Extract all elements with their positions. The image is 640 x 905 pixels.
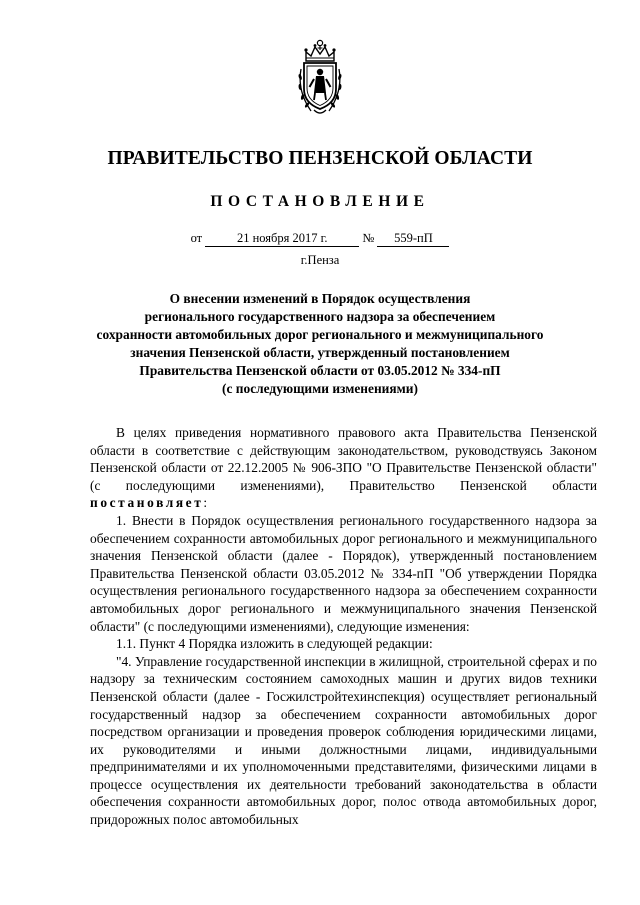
heading-line: сохранности автомобильных дорог регионального и межмуниципального — [96, 327, 544, 342]
organization-title: ПРАВИТЕЛЬСТВО ПЕНЗЕНСКОЙ ОБЛАСТИ — [107, 148, 533, 169]
number-sign: № — [362, 231, 375, 245]
paragraph-1: 1. Внести в Порядок осуществления регионального государственного надзора за обеспечением сохранности автомобильных дорог регионального и межмуниципального значения Пензенской области (далее - Порядок), утвержденный постановлением Правительства Пензенской области 03.05.2012 № 334-пП "Об утверждении Порядка осуществления регионального государственного надзора за обеспечением сохранности автомобильных дорог регионального и межмуниципального значения Пензенской области" (с последующими изменениями), следующие изменения: — [90, 512, 597, 634]
quoted-paragraph-4: "4. Управление государственной инспекции в жилищной, строительной сферах и по надзору за техническим состоянием самоходных машин и других видов техники Пензенской области (далее - Госжилстройтехинспекция) осуществляет региональный государственный надзор за обеспечением сохранности автомобильных дорог посредством организации и проведения проверок соблюдения юридическими лицами, их руководителями и иными должностными лицами, индивидуальными предпринимателями и их уполномоченными представителями, физическими лицами в процессе осуществления их деятельности требований законодательства в области обеспечения сохранности автомобильных дорог, полос отвода автомобильных дорог, придорожных полос автомобильных — [90, 653, 597, 828]
document-body — [90, 424, 597, 829]
heading-line: О внесении изменений в Порядок осуществления — [169, 291, 471, 306]
city-name: г.Пенза — [300, 253, 340, 267]
heading-line: Правительства Пензенской области от 03.05.2012 № 334-пП — [139, 363, 501, 378]
date-prefix: от — [190, 231, 203, 245]
decree-colon: : — [203, 495, 208, 511]
document-number: 559-пП — [377, 231, 449, 247]
heading-line: (с последующими изменениями) — [222, 381, 418, 396]
date-value: 21 ноября 2017 г. — [205, 231, 359, 247]
date-number-line — [0, 231, 640, 247]
coat-of-arms-emblem — [297, 37, 343, 117]
document-type: ПОСТАНОВЛЕНИЕ — [210, 193, 430, 210]
heading-line: регионального государственного надзора за обеспечением — [144, 309, 496, 324]
preamble-text: В целях приведения нормативного правового акта Правительства Пензенской области в соответствие с действующим законодательством, руководствуясь Законом Пензенской области от 22.12.2005 № 906-ЗПО "О Правительстве Пензенской области" (с последующими изменениями), Правительство Пензенской области — [90, 425, 597, 493]
decree-word: постановляет — [90, 495, 204, 511]
paragraph-1-1: 1.1. Пункт 4 Порядка изложить в следующей редакции: — [116, 636, 433, 652]
document-heading — [40, 290, 600, 398]
heading-line: значения Пензенской области, утвержденный постановлением — [130, 345, 510, 360]
preamble-paragraph — [90, 424, 597, 512]
